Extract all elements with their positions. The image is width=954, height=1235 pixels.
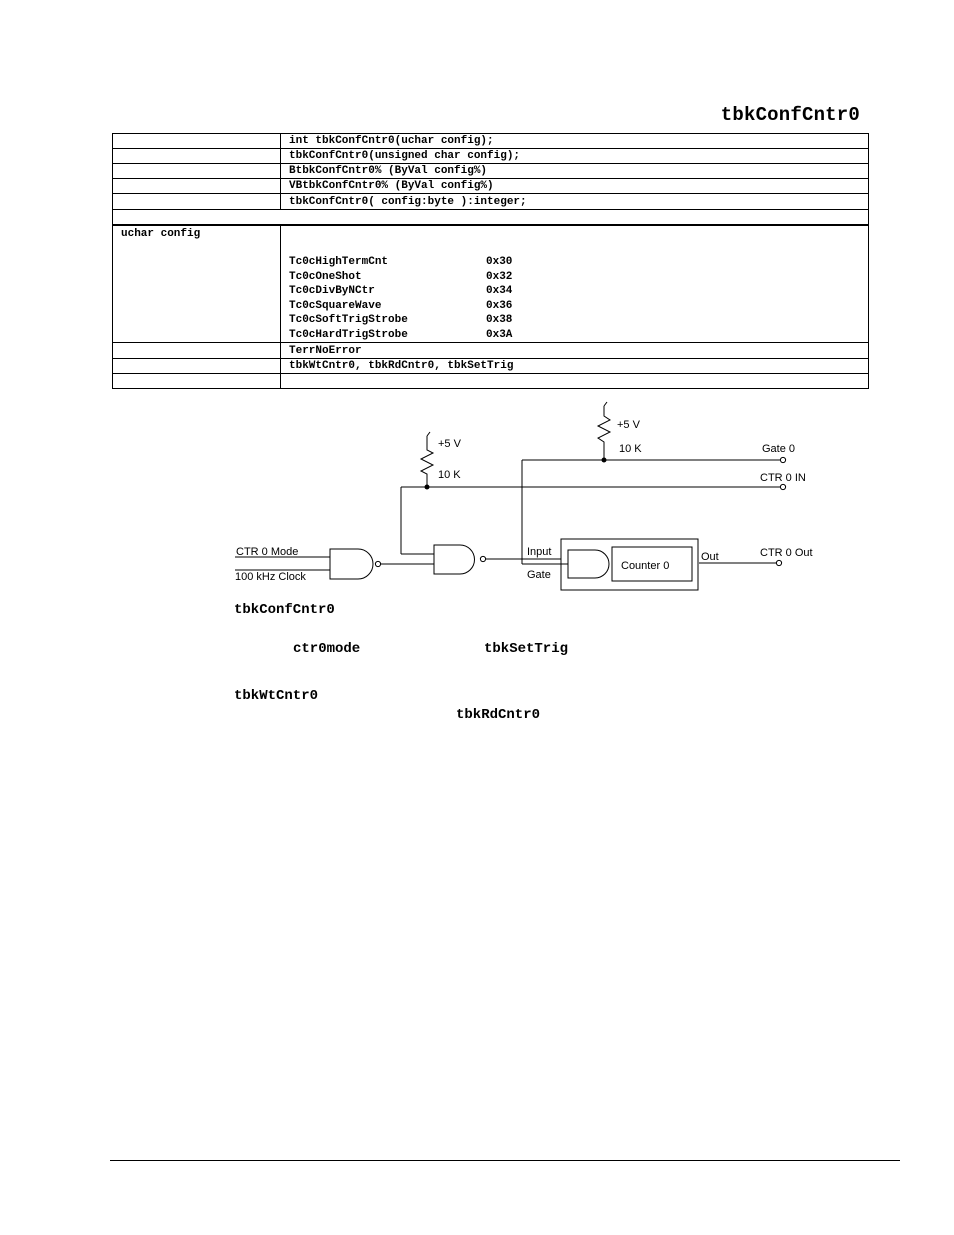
ctr0-in-label: CTR 0 IN (760, 472, 806, 484)
res-right-label: 10 K (619, 443, 642, 455)
param-hex: 0x30 (486, 256, 513, 268)
resistor-left (421, 436, 433, 487)
returns-value: TerrNoError (281, 343, 869, 359)
param-hex: 0x32 (486, 270, 513, 283)
param-const: Tc0cHighTermCnt (289, 256, 389, 268)
body-term-confcntr0: tbkConfCntr0 (234, 602, 335, 618)
parameter-name: uchar config (113, 225, 281, 343)
syntax-cpp: tbkConfCntr0(unsigned char config); (281, 149, 869, 164)
vcc-right-arrow (604, 402, 607, 406)
gate0-terminal (780, 457, 785, 462)
syntax-c: int tbkConfCntr0(uchar config); (281, 134, 869, 149)
nand-gate-1 (330, 549, 373, 579)
nand-gate-1-bubble (375, 561, 380, 566)
param-const: Tc0cOneShot (289, 270, 362, 283)
syntax-qb: BtbkConfCntr0% (ByVal config%) (281, 164, 869, 179)
gate-label: Gate (527, 569, 551, 581)
nand-gate-2 (434, 545, 474, 574)
out-label: Out (701, 551, 719, 563)
ctr0-mode-label: CTR 0 Mode (236, 546, 299, 558)
vcc-left-arrow (427, 432, 430, 436)
input-label: Input (527, 546, 552, 558)
body-term-ctr0mode: ctr0mode (293, 641, 361, 657)
syntax-vb: VBtbkConfCntr0% (ByVal config%) (281, 179, 869, 194)
vcc-right-label: +5 V (617, 419, 640, 431)
param-hex: 0x38 (486, 314, 513, 326)
res-left-label: 10 K (438, 469, 461, 481)
nand-gate-2-bubble (480, 556, 485, 561)
resistor-right (598, 406, 610, 460)
junction-left (425, 485, 430, 490)
page-title: tbkConfCntr0 (720, 104, 860, 126)
ctr0-out-terminal (776, 560, 781, 565)
body-term-wtcntr0: tbkWtCntr0 (234, 688, 319, 704)
param-hex: 0x34 (486, 285, 513, 297)
param-hex: 0x3A (486, 328, 513, 341)
gate0-label: Gate 0 (762, 443, 796, 455)
param-hex: 0x36 (486, 299, 513, 312)
junction-right (602, 458, 607, 463)
param-const: Tc0cSquareWave (289, 299, 382, 312)
clock-label: 100 kHz Clock (235, 571, 306, 583)
counter-label: Counter 0 (621, 560, 670, 572)
ctr0-in-terminal (780, 484, 785, 489)
body-term-settrig: tbkSetTrig (484, 641, 569, 657)
footer-rule (110, 1160, 900, 1161)
param-const: Tc0cDivByNCtr (289, 285, 375, 297)
ctr0-out-label: CTR 0 Out (760, 547, 813, 559)
body-term-rdcntr0: tbkRdCntr0 (456, 707, 541, 723)
see-also-value: tbkWtCntr0, tbkRdCntr0, tbkSetTrig (281, 359, 869, 374)
param-const: Tc0cHardTrigStrobe (289, 328, 408, 341)
param-const: Tc0cSoftTrigStrobe (289, 314, 408, 326)
vcc-left-label: +5 V (438, 438, 461, 450)
syntax-pascal: tbkConfCntr0( config:byte ):integer; (281, 194, 869, 210)
counter-input-gate (568, 550, 609, 578)
